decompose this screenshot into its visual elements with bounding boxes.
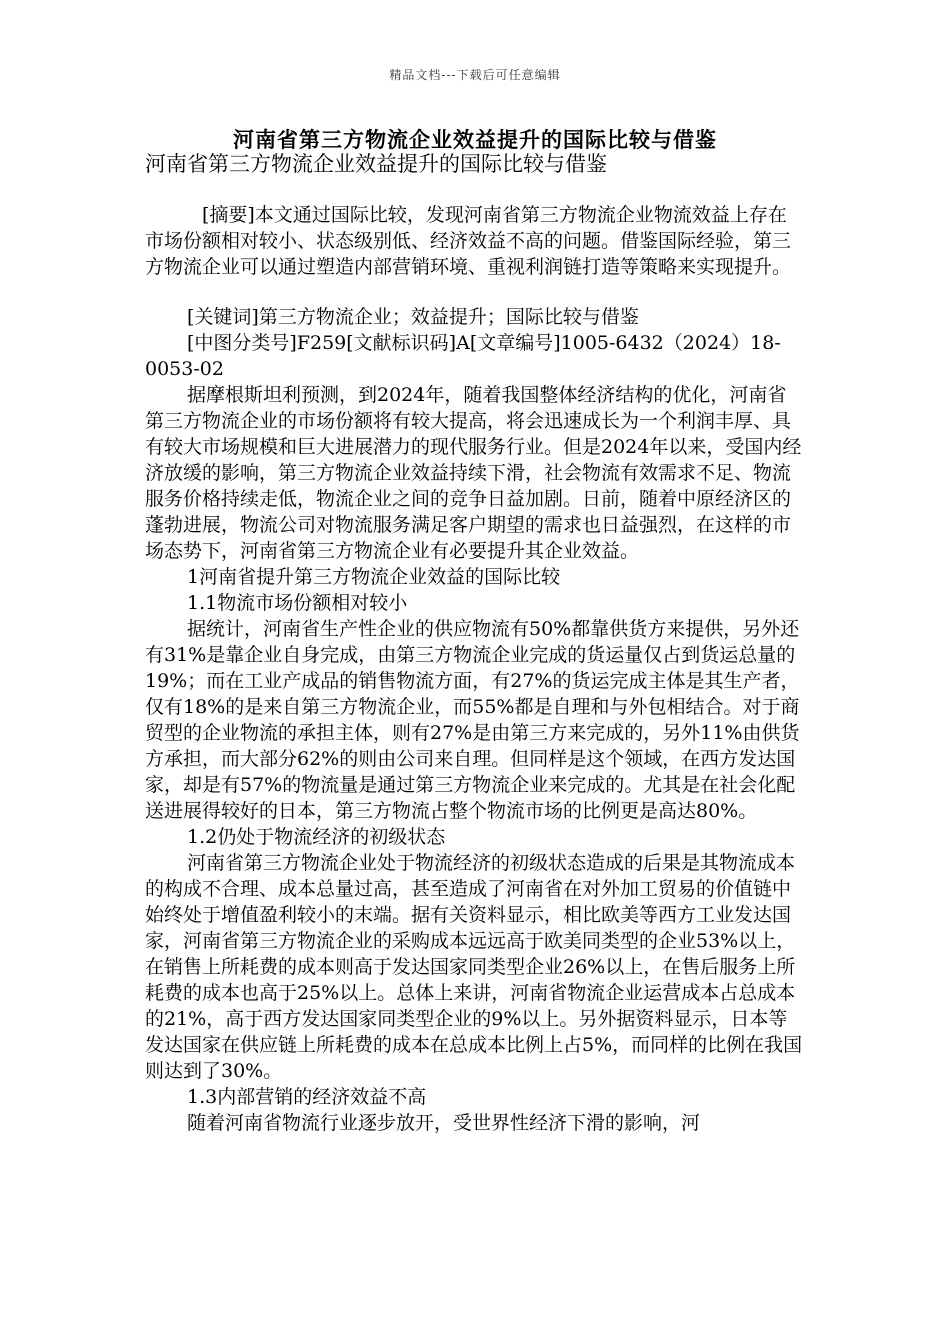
- document-subtitle: 河南省第三方物流企业效益提升的国际比较与借鉴: [145, 152, 607, 176]
- page-title: 河南省第三方物流企业效益提升的国际比较与借鉴: [233, 127, 717, 152]
- subsection-heading: 1.1物流市场份额相对较小: [187, 592, 408, 614]
- subsection-heading: 1.2仍处于物流经济的初级状态: [187, 826, 446, 848]
- body-paragraph: 据摩根斯坦利预测，到2024年，随着我国整体经济结构的优化，河南省第三方物流企业的市场份额将有较大提高，将会迅速成长为一个利润丰厚、具有较大市场规模和巨大进展潜力的现代服务行业。但是2024年以来，受国内经济放缓的影响，第三方物流企业效益持续下滑，社会物流有效需求不足、物流服务价格持续走低，物流企业之间的竞争日益加剧。日前，随着中原经济区的蓬勃进展，物流公司对物流服务满足客户期望的需求也日益强烈，在这样的市场态势下，河南省第三方物流企业有必要提升其企业效益。: [145, 384, 802, 562]
- subsection-heading: 1.3内部营销的经济效益不高: [187, 1086, 427, 1108]
- body-paragraph: 随着河南省物流行业逐步放开，受世界性经济下滑的影响，河: [187, 1112, 701, 1134]
- section-heading: 1河南省提升第三方物流企业效益的国际比较: [187, 566, 561, 588]
- keywords-line: [关键词]第三方物流企业；效益提升；国际比较与借鉴: [187, 306, 639, 328]
- body-paragraph: 据统计，河南省生产性企业的供应物流有50%都靠供货方来提供，另外还有31%是靠企业自身完成，由第三方物流企业完成的货运量仅占到货运总量的19%；而在工业产成品的销售物流方面，有27%的货运完成主体是其生产者，仅有18%的是来自第三方物流企业，而55%都是自理和与外包相结合。对于商贸型的企业物流的承担主体，则有27%是由第三方来完成的，另外11%由供货方承担，而大部分62%的则由公司来自理。但同样是这个领域，在西方发达国家，却是有57%的物流量是通过第三方物流企业来完成的。尤其是在社会化配送进展得较好的日本，第三方物流占整个物流市场的比例更是高达80%。: [145, 618, 800, 822]
- page-header: 精品文档---下载后可任意编辑: [389, 68, 561, 82]
- body-paragraph: 河南省第三方物流企业处于物流经济的初级状态造成的后果是其物流成本的构成不合理、成本总量过高，甚至造成了河南省在对外加工贸易的价值链中始终处于增值盈利较小的末端。据有关资料显示，相比欧美等西方工业发达国家，河南省第三方物流企业的采购成本远远高于欧美同类型的企业53%以上，在销售上所耗费的成本则高于发达国家同类型企业26%以上，在售后服务上所耗费的成本也高于25%以上。总体上来讲，河南省物流企业运营成本占总成本的21%，高于西方发达国家同类型企业的9%以上。另外据资料显示，日本等发达国家在供应链上所耗费的成本在总成本比例上占5%，而同样的比例在我国则达到了30%。: [145, 852, 803, 1082]
- classification-line: [中图分类号]F259[文献标识码]A[文章编号]1005-6432（2024）18-0053-02: [145, 332, 781, 380]
- document-body: [145, 150, 805, 1136]
- abstract-paragraph: [摘要]本文通过国际比较，发现河南省第三方物流企业物流效益上存在市场份额相对较小、状态级别低、经济效益不高的问题。借鉴国际经验，第三方物流企业可以通过塑造内部营销环境、重视利润链打造等策略来实现提升。: [145, 204, 792, 278]
